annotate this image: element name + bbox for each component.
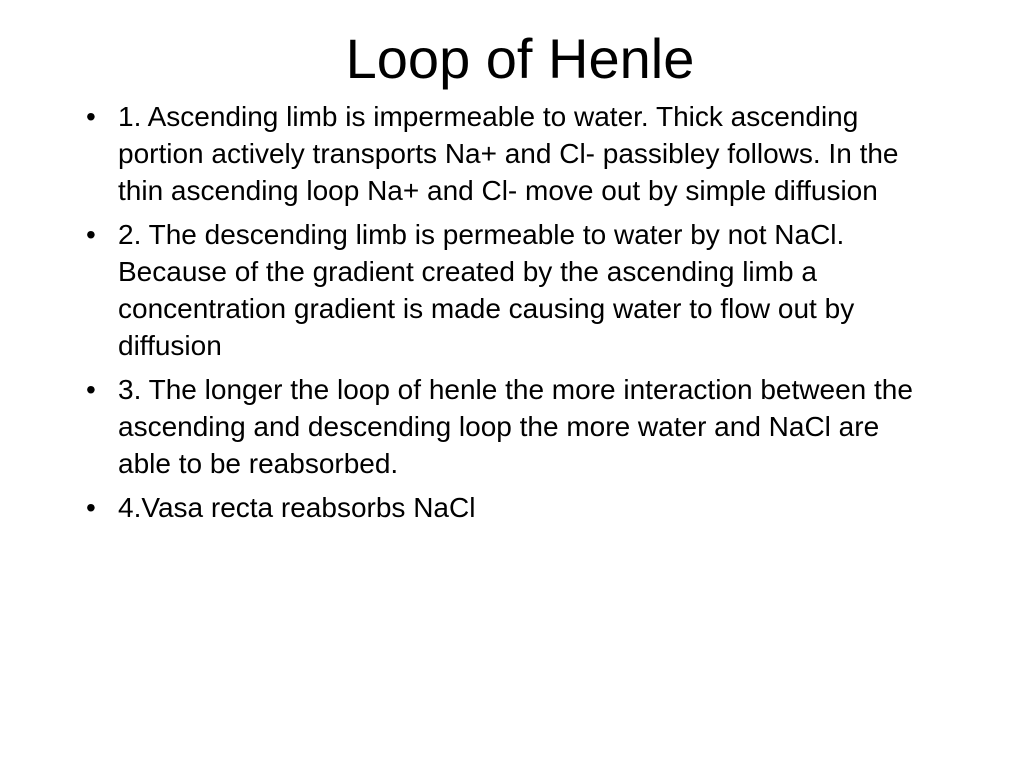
bullet-item bbox=[86, 98, 936, 209]
bullet-item bbox=[86, 371, 936, 482]
bullet-item bbox=[86, 216, 936, 364]
slide-title: Loop of Henle bbox=[345, 27, 695, 90]
bullet-text: 3. The longer the loop of henle the more interaction between the ascending and descending loop the more water and NaCl are able to be reabsorbed. bbox=[118, 374, 913, 479]
bullet-text: 1. Ascending limb is impermeable to water. Thick ascending portion actively transports Na+ and Cl- passibley follows. In the thin ascending loop Na+ and Cl- move out by simple diffusion bbox=[118, 101, 899, 206]
bullet-dot-icon: • bbox=[86, 492, 96, 523]
bullet-text: 2. The descending limb is permeable to water by not NaCl. Because of the gradient created by the ascending limb a concentration gradient is made causing water to flow out by diffusion bbox=[118, 219, 855, 361]
bullet-text: 4.Vasa recta reabsorbs NaCl bbox=[118, 492, 476, 523]
bullet-list bbox=[86, 98, 936, 533]
bullet-dot-icon: • bbox=[86, 374, 96, 405]
bullet-dot-icon: • bbox=[86, 101, 96, 132]
bullet-item bbox=[86, 489, 936, 526]
bullet-dot-icon: • bbox=[86, 219, 96, 250]
